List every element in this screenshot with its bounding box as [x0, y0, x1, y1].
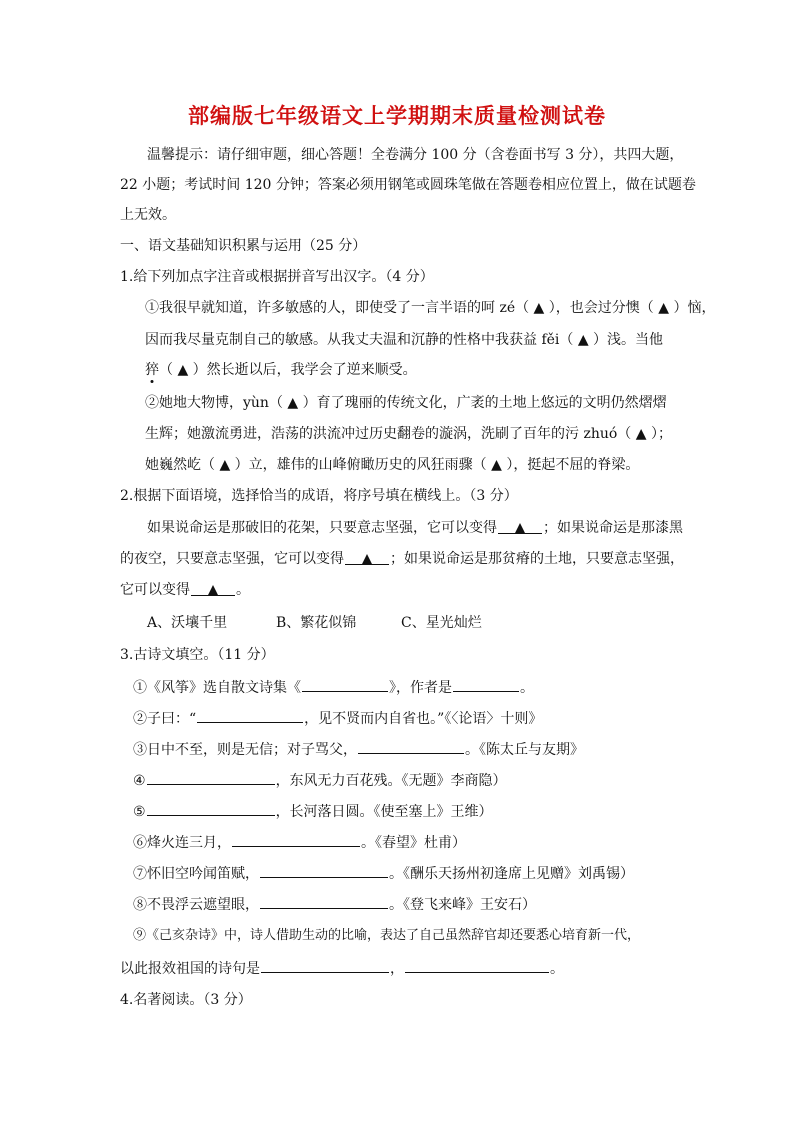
q3-item-1 — [133, 676, 534, 698]
q1-passage-1-line-3-text: （ ▲ ）然长逝以后，我学会了逆来顺受。 — [159, 362, 417, 378]
q3-text: 。 — [520, 680, 534, 696]
q3-text: ， — [390, 961, 404, 977]
q3-item-9-line-1: ⑨《己亥杂诗》中，诗人借助生动的比喻，表达了自己虽然辞官却还要悉心培育新一代， — [133, 928, 641, 943]
q1-passage-2-line-1: ②她地大物博，yùn（ ▲ ）育了瑰丽的传统文化，广袤的土地上悠远的文明仍然熠熠 — [145, 395, 667, 411]
q2-text: 的夜空，只要意志坚强，它可以变得 — [120, 551, 344, 567]
q3-text: ⑤ — [133, 804, 146, 820]
q3-item-2 — [133, 707, 542, 729]
answer-blank[interactable] — [260, 862, 388, 878]
q2-text: ；如果说命运是那漆黑 — [543, 520, 683, 536]
notice-line-3: 上无效。 — [120, 207, 176, 223]
q3-text: 以此报效祖国的诗句是 — [120, 961, 260, 977]
question-2-heading: 2.根据下面语境，选择恰当的成语，将序号填在横线上。（3 分） — [120, 488, 518, 504]
answer-blank[interactable] — [302, 676, 388, 692]
q2-text: 如果说命运是那破旧的花架，只要意志坚强，它可以变得 — [147, 520, 497, 536]
q3-text: ，见不贤而内自省也。”《〈论语〉十则》 — [304, 711, 543, 727]
answer-blank[interactable] — [260, 893, 388, 909]
answer-blank[interactable] — [358, 738, 464, 754]
answer-blank[interactable]: ▲ — [191, 580, 235, 596]
option-a: A、沃壤千里 — [147, 615, 228, 631]
q1-passage-1-line-3 — [145, 360, 417, 380]
answer-blank[interactable] — [453, 676, 519, 692]
option-b: B、繁花似锦 — [276, 615, 357, 631]
q3-text: 。 — [550, 961, 564, 977]
q3-text: ，东风无力百花残。《无题》李商隐） — [275, 773, 507, 789]
question-1-heading: 1.给下列加点字注音或根据拼音写出汉字。（4 分） — [120, 269, 434, 285]
q3-text: ④ — [133, 773, 146, 789]
q3-text: ，长河落日圆。《使至塞上》王维） — [275, 804, 493, 820]
q3-text: 。《春望》杜甫） — [361, 835, 466, 851]
answer-blank[interactable]: ▲ — [498, 518, 542, 534]
q2-context-line-1 — [147, 518, 683, 538]
q3-item-6 — [133, 831, 466, 853]
dotted-char: 猝 — [145, 362, 159, 378]
q2-context-line-2 — [120, 549, 684, 569]
answer-blank[interactable] — [197, 707, 303, 723]
q3-item-5 — [133, 800, 493, 822]
q3-text: ⑦怀旧空吟闻笛赋， — [133, 866, 259, 882]
q1-passage-1-line-2: 因而我尽量克制自己的敏感。从我丈夫温和沉静的性格中我获益 fěi（ ▲ ）浅。当他 — [145, 332, 664, 348]
q1-passage-2-line-3: 她巍然屹（ ▲ ）立，雄伟的山峰俯瞰历史的风狂雨骤（ ▲ ），挺起不屈的脊梁。 — [145, 457, 640, 473]
section-heading: 一、语文基础知识积累与运用（25 分） — [120, 238, 367, 254]
q1-passage-1-line-1: ①我很早就知道，许多敏感的人，即使受了一言半语的呵 zé（ ▲ ），也会过分懊（ ▲ ）恼， — [145, 300, 716, 316]
q3-item-9-line-2 — [120, 957, 564, 979]
exam-title: 部编版七年级语文上学期期末质量检测试卷 — [188, 104, 606, 128]
q3-item-7 — [133, 862, 634, 884]
q2-text: 它可以变得 — [120, 582, 190, 598]
answer-blank[interactable] — [147, 769, 275, 785]
q2-context-line-3 — [120, 580, 250, 600]
q3-text: ⑧不畏浮云遮望眼， — [133, 897, 259, 913]
q3-item-3 — [133, 738, 584, 760]
q3-item-8 — [133, 893, 536, 915]
q3-text: ⑥烽火连三月， — [133, 835, 231, 851]
option-c: C、星光灿烂 — [401, 615, 482, 631]
notice-line-1: 温馨提示：请仔细审题，细心答题！全卷满分 100 分（含卷面书写 3 分），共四大题， — [147, 147, 684, 163]
q2-text: ；如果说命运是那贫瘠的土地，只要意志坚强， — [390, 551, 684, 567]
notice-line-2: 22 小题；考试时间 120 分钟；答案必须用钢笔或圆珠笔做在答题卷相应位置上，做在试题卷 — [120, 177, 696, 193]
q3-text: 》，作者是 — [389, 680, 452, 696]
q3-text: 。《酬乐天扬州初逢席上见赠》刘禹锡） — [389, 866, 634, 882]
q1-passage-2-line-2: 生辉；她激流勇进，浩荡的洪流冲过历史翻卷的漩涡，洗刷了百年的污 zhuó（ ▲ ）； — [145, 426, 672, 442]
question-4-heading: 4.名著阅读。（3 分） — [120, 992, 252, 1008]
answer-blank[interactable]: ▲ — [345, 549, 389, 565]
q2-text: 。 — [236, 582, 250, 598]
q3-text: ②子曰：“ — [133, 711, 197, 727]
q3-text: ③日中不至，则是无信；对子骂父， — [133, 742, 357, 758]
answer-blank[interactable] — [261, 957, 389, 973]
question-3-heading: 3.古诗文填空。（11 分） — [120, 647, 275, 663]
q3-text: ①《风筝》选自散文诗集《 — [133, 680, 301, 696]
answer-blank[interactable] — [405, 957, 549, 973]
q3-text: 。《登飞来峰》王安石） — [389, 897, 536, 913]
q3-item-4 — [133, 769, 507, 791]
answer-blank[interactable] — [147, 800, 275, 816]
q3-text: 。《陈太丘与友期》 — [465, 742, 584, 758]
q2-options — [147, 613, 482, 633]
answer-blank[interactable] — [232, 831, 360, 847]
